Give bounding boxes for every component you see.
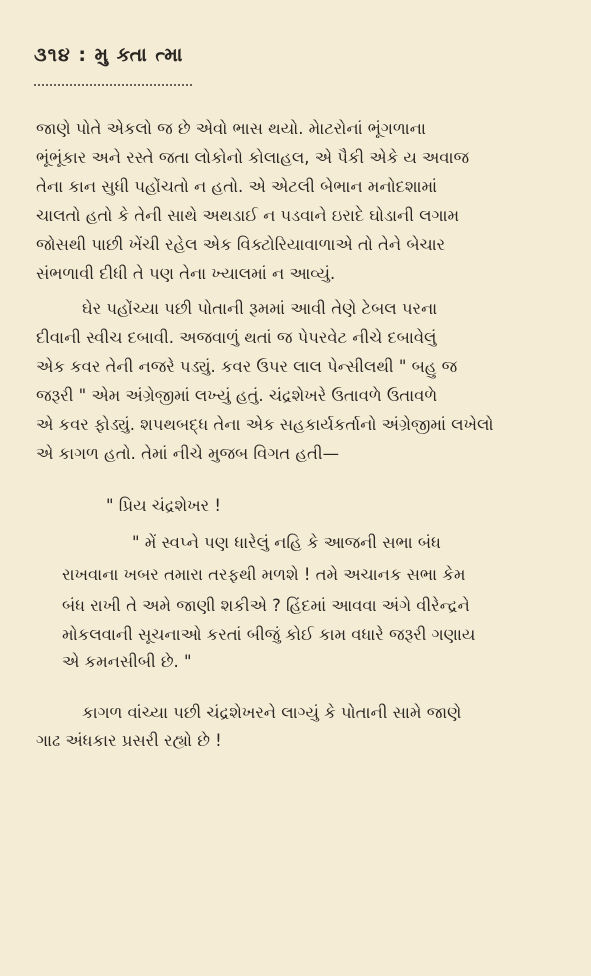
header-dotted-rule — [34, 80, 192, 86]
text-line: ચાલતો હતો કે તેની સાથે અથડાઈ ન પડવાને ઇરાદે ઘોડાની લગામ — [36, 206, 460, 225]
text-line: કાગળ વાંચ્યા પછી ચંદ્રશેખરને લાગ્યું કે પોતાની સામે જાણે — [82, 703, 462, 722]
text-line: બંધ રાખી તે અમે જાણી શકીએ ? હિંદમાં આવવા અંગે વીરેન્દ્રને — [62, 596, 470, 615]
text-line: " મેં સ્વપ્ને પણ ધારેલું નહિ કે આજની સભા બંધ — [132, 533, 441, 552]
letter-salutation: " પ્રિય ચંદ્રશેખર ! — [106, 496, 221, 515]
running-head: ૩૧૪ : મુ ક્તા ત્મા — [34, 44, 184, 66]
text-line: તેના કાન સુધી પહોંચતો ન હતો. એ એટલી બેભાન મનોદશામાં — [36, 177, 438, 196]
text-line: એ કાગળ હતો. તેમાં નીચે મુજબ વિગત હતી— — [36, 444, 339, 463]
text-line: જાણે પોતે એકલો જ છે એવો ભાસ થયો. મેાટરોનાં ભૂંગળાના — [36, 119, 426, 138]
text-line: રાખવાના ખબર તમારા તરફથી મળશે ! તમે અચાનક સભા કેમ — [62, 565, 466, 584]
text-line: એક કવર તેની નજરે પડ્યું. કવર ઉપર લાલ પેન્સીલથી " બહુ જ — [36, 357, 458, 376]
text-line: મોકલવાની સૂચનાઓ કરતાં બીજું કોઈ કામ વધારે જરૂરી ગણાય — [62, 625, 476, 644]
text-line: ગાઢ અંધકાર પ્રસરી રહ્યો છે ! — [36, 731, 222, 750]
text-line: સંભળાવી દીધી તે પણ તેના ખ્યાલમાં ન આવ્યું. — [36, 264, 336, 283]
text-line: જોસથી પાછી ખેંચી રહેલ એક વિક્ટોરિયાવાળાએ તો તેને બેચાર — [36, 235, 446, 254]
text-line: એ કમનસીબી છે. " — [62, 652, 192, 671]
text-line: જરૂરી " એમ અંગ્રેજીમાં લખ્યું હતું. ચંદ્રશેખરે ઉતાવળે ઉતાવળે — [36, 386, 438, 405]
text-line: ભૂંભૂંકાર અને રસ્તે જતા લોકોનો કોલાહલ, એ પૈકી એકે ય અવાજ — [36, 148, 470, 167]
text-line: દીવાની સ્વીચ દબાવી. અજવાળું થતાં જ પેપરવેટ નીચે દબાવેલું — [36, 328, 437, 347]
text-line: એ કવર ફોડ્યું. શપથબદ્ધ તેના એક સહકાર્યકર્તાનો અંગ્રેજીમાં લખેલો — [36, 415, 494, 434]
text-line: ઘેર પહોંચ્યા પછી પોતાની રૂમમાં આવી તેણે ટેબલ પરના — [82, 299, 438, 318]
